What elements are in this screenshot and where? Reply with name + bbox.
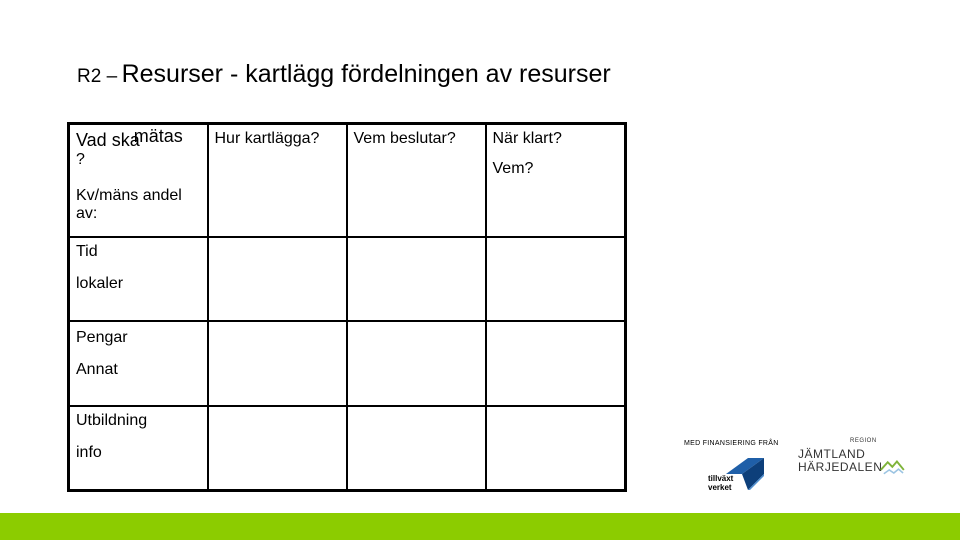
row-label-tid: Tid (76, 242, 98, 260)
cell-money-other (69, 321, 208, 405)
row-label-lokaler: lokaler (76, 275, 124, 292)
table-row (69, 124, 626, 237)
row-label-pengar: Pengar (76, 329, 128, 347)
resource-table (67, 122, 627, 492)
table-row (69, 406, 626, 491)
table-cell (486, 237, 626, 321)
cell-time-premises (69, 237, 208, 321)
header-matas: mätas (133, 126, 183, 146)
region-name: JÄMTLAND HÄRJEDALEN (798, 447, 883, 474)
tillvaxtverket-text: tillväxt verket (708, 474, 734, 492)
financing-text: MED FINANSIERING FRÅN (684, 440, 779, 447)
table-cell (208, 237, 347, 321)
header-how-to-map: Hur kartlägga? (208, 124, 347, 237)
table-cell (208, 406, 347, 491)
sponsor-logos (684, 438, 934, 498)
header-when-done: När klart? (492, 130, 562, 147)
title-main: Resurser - kartlägg fördelningen av resurser (121, 60, 611, 88)
header-vad-ska: Vad ska (76, 130, 140, 150)
header-who-decides: Vem beslutar? (347, 124, 486, 237)
region-label: REGION (850, 438, 877, 444)
footer-accent-bar (0, 513, 960, 540)
table-cell (486, 321, 626, 405)
table-cell (208, 321, 347, 405)
row-label-info: info (76, 443, 102, 461)
table-cell (347, 321, 486, 405)
title-prefix: R2 – (77, 66, 118, 87)
header-who: Vem? (492, 160, 534, 178)
row-label-annat: Annat (76, 361, 118, 379)
header-share: Kv/mäns andel av: (76, 187, 182, 223)
table-cell (347, 406, 486, 491)
table-row (69, 237, 626, 321)
header-question-mark: ? (76, 150, 85, 168)
cell-education-info (69, 406, 208, 491)
region-mountain-logo-icon (880, 448, 930, 488)
cell-what-to-measure (69, 124, 208, 237)
table-row (69, 321, 626, 405)
cell-when-done (486, 124, 626, 237)
slide-title (77, 60, 611, 89)
table-cell (347, 237, 486, 321)
table-cell (486, 406, 626, 491)
row-label-utbildning: Utbildning (76, 411, 148, 429)
